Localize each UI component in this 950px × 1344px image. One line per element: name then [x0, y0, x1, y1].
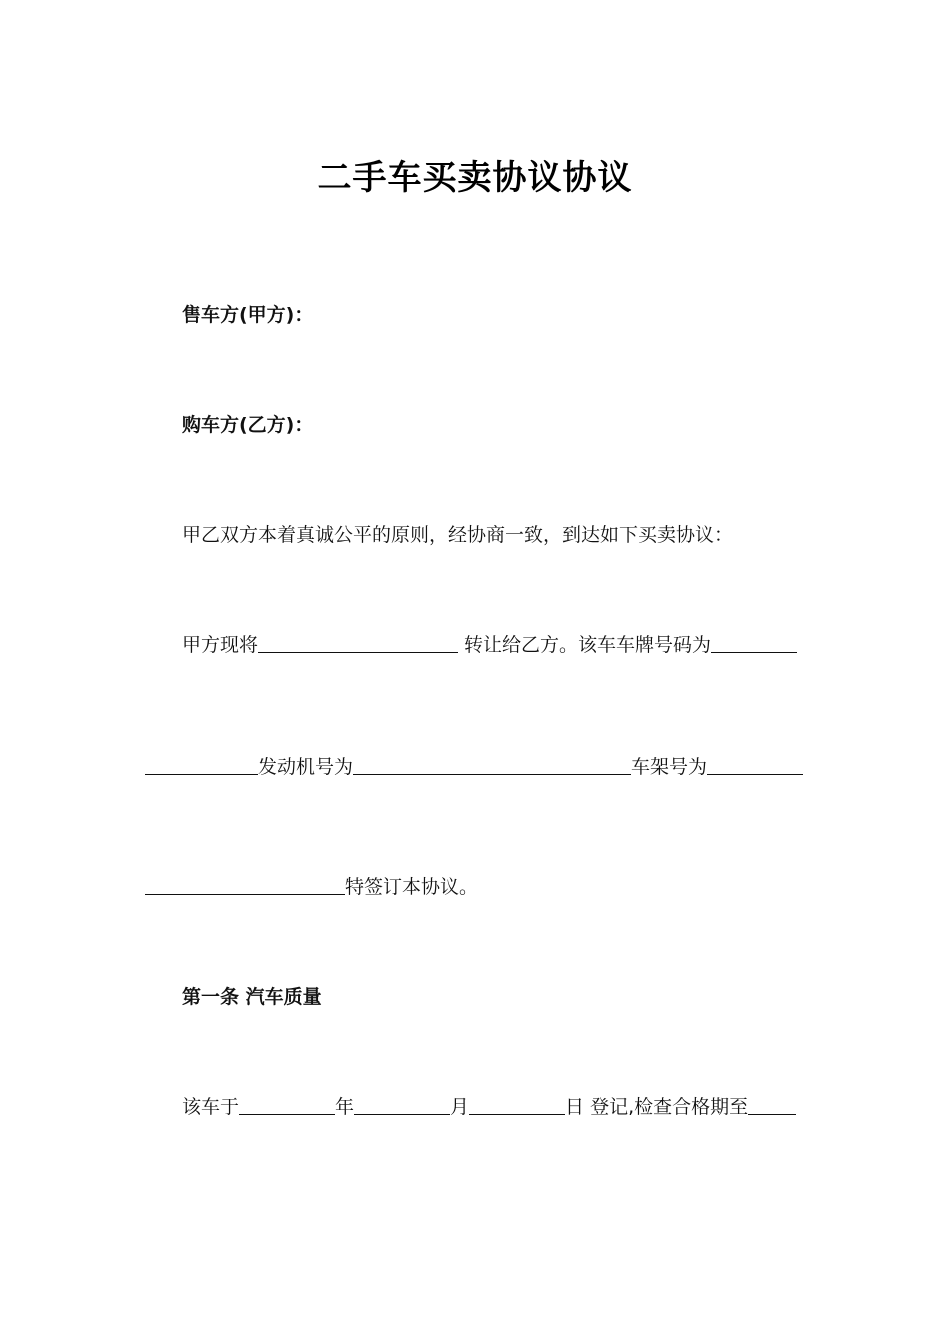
engine-number-label: 发动机号为	[258, 756, 354, 778]
transfer-paragraph-line-3	[145, 875, 478, 899]
frame-number-blank-continued[interactable]	[145, 876, 345, 895]
registration-month-blank-field[interactable]	[354, 1096, 450, 1115]
sign-agreement-text: 特签订本协议。	[345, 876, 479, 898]
inspection-valid-until-blank-field[interactable]	[748, 1096, 796, 1115]
day-inspection-label: 日 登记,检查合格期至	[565, 1096, 749, 1118]
seller-label: 售车方(甲方)：	[182, 304, 314, 326]
plate-number-blank-field[interactable]	[711, 634, 797, 653]
article-1-heading: 第一条 汽车质量	[182, 986, 322, 1008]
buyer-label: 购车方(乙方)：	[182, 414, 314, 436]
registration-day-blank-field[interactable]	[469, 1096, 565, 1115]
registration-year-blank-field[interactable]	[239, 1096, 335, 1115]
transfer-paragraph-line-1	[182, 633, 797, 657]
month-label: 月	[450, 1096, 470, 1118]
frame-number-label: 车架号为	[631, 756, 708, 778]
transfer-text-start: 甲方现将	[182, 634, 259, 656]
document-title: 二手车买卖协议协议	[317, 158, 633, 198]
plate-number-blank-continued[interactable]	[145, 756, 258, 775]
intro-paragraph: 甲乙双方本着真诚公平的原则，经协商一致，到达如下买卖协议：	[182, 524, 734, 546]
frame-number-blank-field[interactable]	[707, 756, 803, 775]
transfer-text-plate: 转让给乙方。该车车牌号码为	[458, 634, 712, 656]
year-label: 年	[335, 1096, 355, 1118]
article-1-text	[182, 1095, 796, 1119]
vehicle-blank-field[interactable]	[258, 634, 458, 653]
engine-number-blank-field[interactable]	[353, 756, 631, 775]
registration-text-start: 该车于	[182, 1096, 240, 1118]
transfer-paragraph-line-2	[145, 755, 803, 779]
